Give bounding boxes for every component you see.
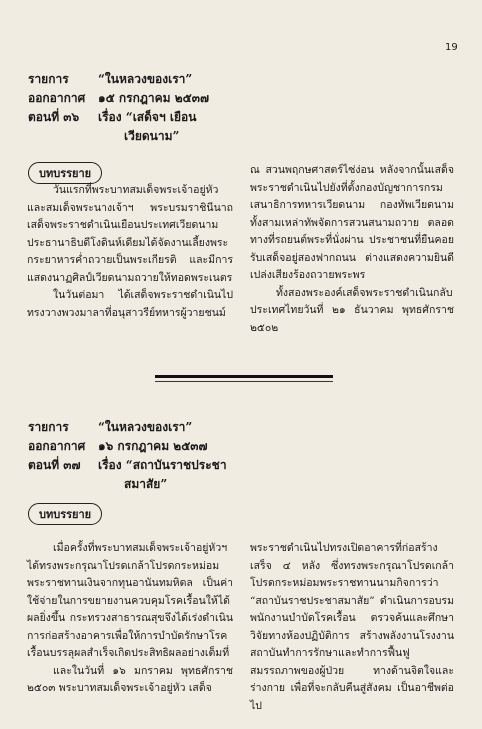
paragraph: ทั้งสองพระองค์เสด็จพระราชดำเนินกลับประเทศไทยวันที่ ๒๑ ธันวาคม พุทธศักราช ๒๕๐๒ xyxy=(250,286,454,334)
section-divider xyxy=(155,375,333,378)
paragraph: พระราชดำเนินไปทรงเปิดอาคารที่ก่อสร้างเสร็จ ๔ หลัง ซึ่งทรงพระกรุณาโปรดเกล้าโปรดกระหม่อมพระราชทานนามกิจการว่า “สถาบันราชประชาสมาสัย” ดำเนินการอบรมพนักงานบำบัดโรคเรื้อน ตรวจค้นและศึกษาวิจัยทางห้องปฏิบัติการ สร้างพลังงานโรงงาน สถาบันทำการรักษาและทำการฟื้นฟูสมรรถภาพของผู้ป่วย ทางด้านจิตใจและร่างกาย เพื่อที่จะกลับคืนสู่สังคม เป็นอาชีพต่อไป xyxy=(250,542,454,712)
subject-line: เรื่อง “สถาบันราชประชา xyxy=(98,458,227,472)
aired-date: ๑๕ กรกฎาคม ๒๕๓๗ xyxy=(98,91,209,105)
narration-label: บทบรรยาย xyxy=(28,503,102,525)
section-header xyxy=(0,418,482,498)
program-name: “ในหลวงของเรา” xyxy=(98,420,193,434)
page-number: 19 xyxy=(445,42,458,53)
paragraph: วันแรกที่พระบาทสมเด็จพระเจ้าอยู่หัว และสมเด็จพระนางเจ้าฯ พระบรมราชินีนาถ เสด็จพระราชดำเนินเยือนประเทศเวียดนาม ประธานาธิบดีโงดินห์เดียมได้จัดงานเลี้ยงพระกระยาหารค่ำถวายเป็นพระเกียรติ และมีการแสดงนาฏศิลป์เวียดนามถวายให้ทอดพระเนตร xyxy=(27,184,233,284)
narration-label: บทบรรยาย xyxy=(28,162,102,184)
aired-label: ออกอากาศ xyxy=(28,91,86,105)
episode-label: ตอนที่ ๓๖ xyxy=(28,110,80,124)
body-column-right xyxy=(250,162,454,337)
episode-label: ตอนที่ ๓๗ xyxy=(28,458,81,472)
body-column-right xyxy=(250,540,454,715)
body-column-left xyxy=(27,540,233,698)
section-header xyxy=(0,70,482,150)
aired-label: ออกอากาศ xyxy=(28,439,86,453)
program-label: รายการ xyxy=(28,420,69,434)
paragraph: และในวันที่ ๑๖ มกราคม พุทธศักราช ๒๕๐๓ พระบาทสมเด็จพระเจ้าอยู่หัว เสด็จ xyxy=(27,664,233,694)
program-name: “ในหลวงของเรา” xyxy=(98,72,193,86)
subject-line: เรื่อง “เสด็จฯ เยือน xyxy=(98,110,197,124)
paragraph: ณ สวนพฤกษศาสตร์ไซ่ง่อน หลังจากนั้นเสด็จพระราชดำเนินไปยังที่ตั้งกองบัญชาการกรมเสนาธิการทหารเวียดนาม กองทัพเวียดนามทั้งสามเหล่าทัพจัดการสวนสนามถวาย ตลอดทางที่รถยนต์พระที่นั่งผ่าน ประชาชนที่ยืนคอยรับเสด็จอยู่สองฟากถนน ต่างแสดงความยินดีเปล่งเสียงร้องถวายพระพร xyxy=(250,164,454,281)
aired-date: ๑๖ กรกฎาคม ๒๕๓๗ xyxy=(98,439,208,453)
paragraph: เมื่อครั้งที่พระบาทสมเด็จพระเจ้าอยู่หัวฯ ได้ทรงพระกรุณาโปรดเกล้าโปรดกระหม่อมพระราชทานเงินจากทุนอานันทมหิดล เป็นค่าใช้จ่ายในการขยายงานควบคุมโรคเรื้อนให้ได้ผลยิ่งขึ้น กระทรวงสาธารณสุขจึงได้เร่งดำเนินการก่อสร้างอาคารเพื่อให้การบำบัดรักษาโรคเรื้อนบรรลุผลสำเร็จเกิดประสิทธิผลอย่างเต็มที่ xyxy=(27,542,233,659)
section-divider xyxy=(155,381,333,382)
body-column-left xyxy=(27,182,233,322)
subject-line: สมาสัย” xyxy=(124,477,168,491)
program-label: รายการ xyxy=(28,72,69,86)
subject-line: เวียดนาม” xyxy=(124,129,180,143)
paragraph: ในวันต่อมา ได้เสด็จพระราชดำเนินไปทรงวางพวงมาลาที่อนุสาวรีย์ทหารผู้วายชนม์ xyxy=(27,289,233,319)
